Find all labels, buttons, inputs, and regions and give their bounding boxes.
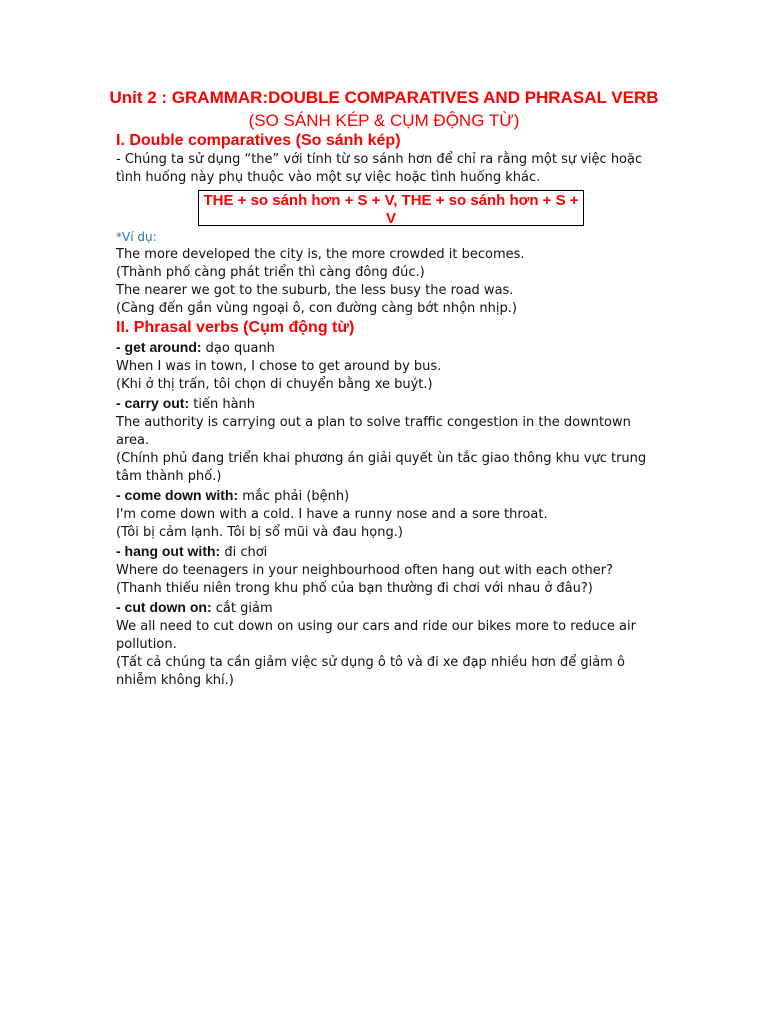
phrasal-verb-term: - hang out with: — [116, 543, 221, 559]
phrasal-verb-translation: (Chính phủ đang triển khai phương án giải quyết ùn tắc giao thông khu vực trung tâm thành phố.) — [116, 451, 647, 484]
example-translation: (Càng đến gần vùng ngoại ô, con đường càng bớt nhộn nhịp.) — [116, 301, 517, 316]
document-body — [116, 131, 656, 690]
phrasal-verb-meaning: dạo quanh — [201, 341, 275, 356]
phrasal-verb-translation: (Khi ở thị trấn, tôi chọn di chuyển bằng xe buýt.) — [116, 377, 433, 392]
phrasal-verb-example: Where do teenagers in your neighbourhood often hang out with each other? — [116, 563, 613, 578]
phrasal-verb-term: - cut down on: — [116, 599, 212, 615]
document-subtitle: (SO SÁNH KÉP & CỤM ĐỘNG TỪ) — [248, 111, 520, 130]
phrasal-verb-meaning: cắt giảm — [211, 601, 273, 616]
formula-box: THE + so sánh hơn + S + V, THE + so sánh hơn + S + V — [198, 190, 584, 226]
phrasal-verb-term: - come down with: — [116, 487, 239, 503]
section-heading-phrasal-verbs: II. Phrasal verbs (Cụm động từ) — [116, 319, 355, 336]
phrasal-verb-example: The authority is carrying out a plan to solve traffic congestion in the downtown area. — [116, 415, 631, 448]
phrasal-verb-translation: (Tất cả chúng ta cần giảm việc sử dụng ô tô và đi xe đạp nhiều hơn để giảm ô nhiễm không khí.) — [116, 655, 625, 688]
phrasal-verb-translation: (Tôi bị cảm lạnh. Tôi bị sổ mũi và đau họng.) — [116, 525, 403, 540]
example-label: *Ví dụ: — [116, 230, 157, 244]
example-translation: (Thành phố càng phát triển thì càng đông đúc.) — [116, 265, 425, 280]
phrasal-verb-meaning: mắc phải (bệnh) — [238, 489, 350, 504]
example-sentence: The more developed the city is, the more crowded it becomes. — [116, 247, 525, 262]
phrasal-verb-example: I'm come down with a cold. I have a runny nose and a sore throat. — [116, 507, 548, 522]
phrasal-verb-term: - get around: — [116, 339, 202, 355]
phrasal-verb-example: We all need to cut down on using our cars and ride our bikes more to reduce air pollution. — [116, 619, 636, 652]
phrasal-verb-entry — [116, 598, 656, 618]
phrasal-verb-translation: (Thanh thiếu niên trong khu phố của bạn thường đi chơi với nhau ở đâu?) — [116, 581, 593, 596]
document-title: Unit 2 : GRAMMAR:DOUBLE COMPARATIVES AND PHRASAL VERB — [109, 88, 659, 107]
phrasal-verb-entry — [116, 394, 656, 414]
phrasal-verb-meaning: tiến hành — [189, 397, 256, 412]
phrasal-verb-term: - carry out: — [116, 395, 190, 411]
phrasal-verb-entry — [116, 338, 656, 358]
phrasal-verb-entry — [116, 486, 656, 506]
section-intro: - Chúng ta sử dụng “the” với tính từ so sánh hơn để chỉ ra rằng một sự việc hoặc tình huống này phụ thuộc vào một sự việc hoặc tình huống khác. — [116, 152, 643, 185]
phrasal-verb-meaning: đi chơi — [220, 545, 268, 560]
example-sentence: The nearer we got to the suburb, the less busy the road was. — [116, 283, 514, 298]
phrasal-verb-example: When I was in town, I chose to get around by bus. — [116, 359, 442, 374]
phrasal-verb-entry — [116, 542, 656, 562]
section-heading-double-comparatives: I. Double comparatives (So sánh kép) — [116, 132, 401, 149]
